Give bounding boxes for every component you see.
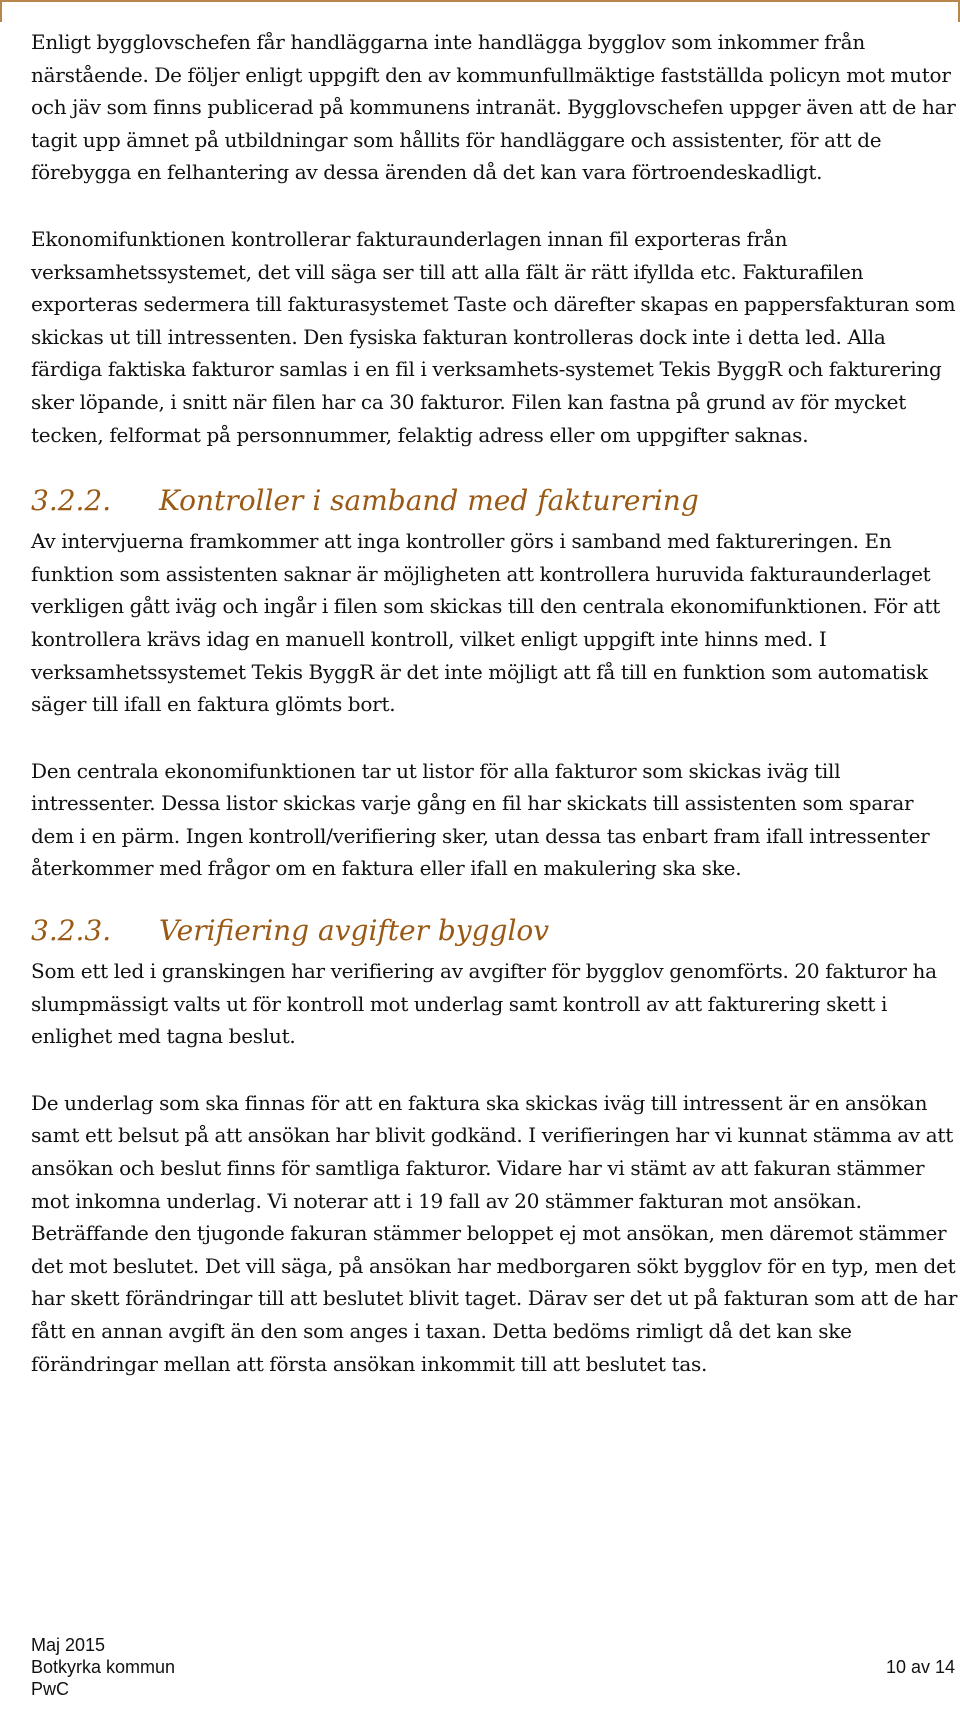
section-number-322: 3.2.2. — [31, 484, 112, 518]
section-title-322: Kontroller i samband med fakturering — [159, 484, 699, 518]
paragraph-verifiering: Som ett led i granskingen har verifiering av avgifter för bygglov genomförts. 20 fakturor ha slumpmässigt valts ut för kontroll mot underlag samt kontroll av att fakturering skett i enlighet med tagna beslut. — [31, 959, 937, 1049]
footer-organisation: Botkyrka kommun — [31, 1657, 176, 1677]
section-number-323: 3.2.3. — [31, 914, 112, 948]
page-footer — [31, 1634, 955, 1700]
section-heading-323 — [31, 911, 960, 951]
footer-firm: PwC — [31, 1679, 70, 1699]
page-corner-rule — [0, 0, 960, 22]
section-title-323: Verifiering avgifter bygglov — [159, 914, 550, 948]
paragraph-underlag: De underlag som ska finnas för att en faktura ska skickas iväg till intressent är en ansökan samt ett belsut på att ansökan har blivit godkänd. I verifieringen har vi kunnat stämma av att ansökan och beslut finns för samtliga fakturor. Vidare har vi stämt av att fakuran stämmer mot inkomna underlag. Vi noterar att i 19 fall av 20 stämmer fakturan mot ansökan. Beträffande den tjugonde fakuran stämmer beloppet ej mot ansökan, men däremot stämmer det mot beslutet. Det vill säga, på ansökan har medborgaren sökt bygglov för en typ, men det har skett förändringar till att beslutet blivit taget. Därav ser det ut på fakturan som att de har fått en annan avgift än den som anges i taxan. Detta bedöms rimligt då det kan ske förändringar mellan att första ansökan inkommit till att beslutet tas. — [31, 1090, 958, 1376]
footer-page-number: 10 av 14 — [885, 1657, 955, 1677]
paragraph-jav-policy: Enligt bygglovschefen får handläggarna inte handlägga bygglov som inkommer från närstående. De följer enligt uppgift den av kommunfullmäktige fastställda policyn mot mutor och jäv som finns publicerad på kommunens intranät. Bygglovschefen uppger även att de har tagit upp ämnet på utbildningar som hållits för handläggare och assistenter, för att de förebygga en felhantering av dessa ärenden då det kan vara förtroendeskadligt. — [31, 30, 956, 185]
document-body — [31, 26, 960, 1414]
footer-date: Maj 2015 — [31, 1635, 106, 1655]
paragraph-ekonomifunktion: Ekonomifunktionen kontrollerar fakturaunderlagen innan fil exporteras från verksamhetssystemet, det vill säga ser till att alla fält är rätt ifyllda etc. Fakturafilen exporteras sedermera till fakturasystemet Taste och därefter skapas en pappersfakturan som skickas ut till intressenten. Den fysiska fakturan kontrolleras dock inte i detta led. Alla färdiga faktiska fakturor samlas i en fil i verksamhets-systemet Tekis ByggR och fakturering sker löpande, i snitt när filen har ca 30 fakturor. Filen kan fastna på grund av för mycket tecken, felformat på personnummer, felaktig adress eller om uppgifter saknas. — [31, 226, 956, 447]
paragraph-kontroller: Av intervjuerna framkommer att inga kontroller görs i samband med faktureringen. En funktion som assistenten saknar är möjligheten att kontrollera huruvida fakturaunderlaget verkligen gått iväg och ingår i filen som skickas till den centrala ekonomifunktionen. För att kontrollera krävs idag en manuell kontroll, vilket enligt uppgift inte hinns med. I verksamhetssystemet Tekis ByggR är det inte möjligt att få till en funktion som automatisk säger till ifall en faktura glömts bort. — [31, 529, 941, 717]
section-heading-322 — [31, 481, 960, 521]
paragraph-listor: Den centrala ekonomifunktionen tar ut listor för alla fakturor som skickas iväg till intressenter. Dessa listor skickas varje gång en fil har skickats till assistenten som sparar dem i en pärm. Ingen kontroll/verifiering sker, utan dessa tas enbart fram ifall intressenter återkommer med frågor om en faktura eller ifall en makulering ska ske. — [31, 758, 930, 881]
